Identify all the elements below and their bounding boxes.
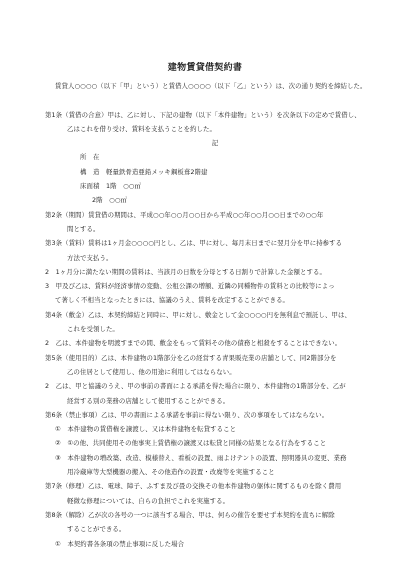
document-line: ① 本件建物の賃借権を譲渡し、又は本件建物を転貸すること	[55, 425, 237, 434]
document-line: 第3条（賃料）賃料は1ヶ月金○○○○円とし、乙は、甲に対し、毎月末日までに翌月分を甲に持参する	[45, 239, 343, 248]
document-line: 第5条（使用目的）乙は、本件建物の1階部分を乙の経営する青果販売業の店舗として、同2階部分を	[45, 353, 337, 362]
document-line: 軽微な修理については、自らの負担でこれを実施する。	[67, 496, 230, 505]
document-line: ① 本契約書各条項の禁止事項に反した場合	[55, 539, 185, 548]
document-line: 2階 ○○㎡	[92, 196, 127, 205]
document-line: ③ 本件建物の増改築、改造、模様替え、看板の設置、雨よけテントの設置、照明器具の変更、業務	[55, 453, 347, 462]
document-line: て著しく不相当となったときには、協議のうえ、賃料を改定することができる。	[55, 296, 290, 305]
document-line: 第7条（修理）乙は、電球、障子、ふすま及び畳の交換その他本件建物の躯体に関するものを除く費用	[45, 482, 342, 491]
document-line: 2 乙は、甲と協議のうえ、甲の事前の書面による承諾を得た場合に限り、本件建物の1階部分を、乙が	[45, 382, 346, 391]
document-line: 乙はこれを借り受け、賃料を支払うことを約した。	[67, 124, 217, 133]
document-line: 第8条（解除）乙が次の各号の一つに該当する場合、甲は、何らの催告を要せず本契約を直ちに解除	[45, 510, 335, 519]
document-line: 用冷蔵庫等大型機器の搬入、その他造作の設置・改廃等を実施すること	[67, 468, 275, 477]
document-line: 床面積 1階 ○○㎡	[80, 182, 141, 191]
document-line: することができる。	[67, 525, 126, 534]
document-line: 賃貸人○○○○（以下「甲」という）と賃借人○○○○（以下「乙」という）は、次の通り契約を締結した。	[55, 82, 367, 90]
document-line: 経営する別の業務の店舗として使用することができる。	[67, 396, 230, 405]
document-line: 所 在	[80, 153, 100, 162]
document-line: 間とする。	[67, 224, 100, 233]
document-line: 3 甲及び乙は、賃料が経済事情の変動、公租公課の増額、近隣の同種物件の賃料との比較等によっ	[45, 282, 335, 291]
document-line: 構 造 軽量鉄骨造亜鉛メッキ鋼板葺2階建	[80, 167, 208, 176]
document-line: これを受領した。	[67, 325, 119, 334]
document-line: 2 乙は、本件建物を明渡すまでの間、敷金をもって賃料その他の債務と相殺をすることはできない。	[45, 339, 342, 348]
document-line: 方法で支払う。	[67, 253, 113, 262]
document-line: 記	[211, 139, 219, 148]
document-line: 第1条（賃借の合意）甲は、乙に対し、下記の建物（以下「本件建物」という）を次条以下の定めで賃借し、	[45, 110, 361, 119]
document-title: 建物賃貸借契約書	[167, 63, 243, 73]
document-body	[45, 79, 385, 551]
document-line: 第6条（禁止事項）乙は、甲の書面による承諾を事前に得ない限り、次の事項をしてはならない。	[45, 410, 329, 419]
document-line: 第4条（敷金）乙は、本契約締結と同時に、甲に対し、敷金として金○○○○円を無利息で預託し、甲は、	[45, 310, 351, 319]
document-line: 乙の住居として使用し、他の用途に利用してはならない。	[67, 367, 236, 376]
document-line	[45, 93, 385, 107]
document-line: ② ①の他、共同使用その他事実上賃借権の譲渡又は転貸と同様の結果となる行為をすること	[55, 439, 327, 448]
document-line: 2 1ヶ月分に満たない期間の賃料は、当該月の日数を分母とする日割りで計算した金額とする。	[45, 267, 326, 276]
document-line: 第2条（期間）賃貸借の期間は、平成○○年○○月○○日から平成○○年○○月○○日までの○○年	[45, 210, 324, 219]
